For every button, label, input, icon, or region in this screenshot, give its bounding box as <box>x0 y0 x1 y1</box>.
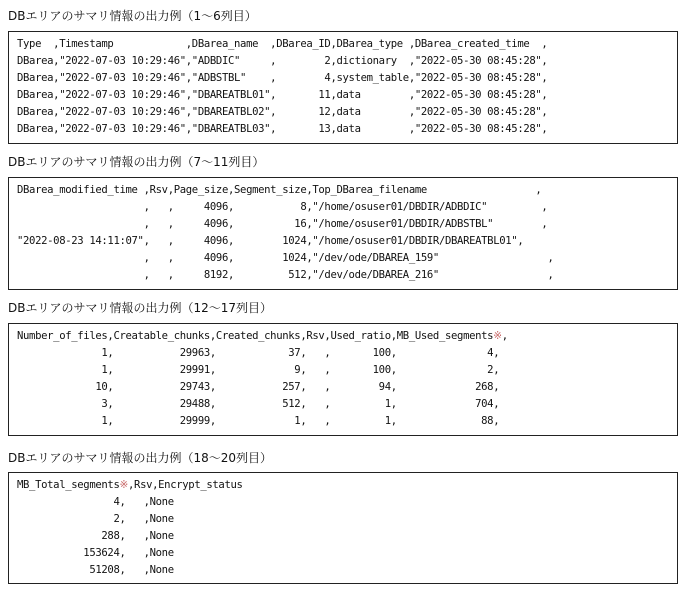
output-line: DBarea,"2022-07-03 10:29:46","ADBSTBL" , 4,system_table,"2022-05-30 08:45:28", <box>17 72 548 84</box>
output-header-line <box>17 328 677 345</box>
output-line: 1, 29991, 9, , 100, 2, <box>17 364 500 376</box>
header-tail: , <box>501 330 508 342</box>
section-3-output-box <box>8 323 678 436</box>
section-1-output-box <box>8 31 678 144</box>
note-mark: ※ <box>119 479 129 491</box>
output-line: 51208, ,None <box>17 564 174 576</box>
output-line: 1, 29999, 1, , 1, 88, <box>17 415 500 427</box>
output-line: 3, 29488, 512, , 1, 704, <box>17 398 500 410</box>
output-line: DBarea,"2022-07-03 10:29:46","DBAREATBL03", 13,data ,"2022-05-30 08:45:28", <box>17 123 548 135</box>
header-text: MB_Total_segments <box>17 479 120 491</box>
output-header-line <box>17 477 677 494</box>
note-mark: ※ <box>493 330 502 342</box>
output-line: 1, 29963, 37, , 100, 4, <box>17 347 500 359</box>
output-line: DBarea,"2022-07-03 10:29:46","DBAREATBL01", 11,data ,"2022-05-30 08:45:28", <box>17 89 548 101</box>
output-line: DBarea_modified_time ,Rsv,Page_size,Segment_size,Top_DBarea_filename , <box>17 184 542 196</box>
section-4-code <box>9 473 677 579</box>
output-line: 153624, ,None <box>17 547 174 559</box>
output-line: 2, ,None <box>17 513 174 525</box>
section-3-heading: DBエリアのサマリ情報の出力例（12～17列目） <box>8 301 273 315</box>
output-line: Type ,Timestamp ,DBarea_name ,DBarea_ID,DBarea_type ,DBarea_created_time , <box>17 38 548 50</box>
section-1-code <box>9 32 677 138</box>
section-1-heading: DBエリアのサマリ情報の出力例（1～6列目） <box>8 9 257 23</box>
output-line: DBarea,"2022-07-03 10:29:46","ADBDIC" , 2,dictionary ,"2022-05-30 08:45:28", <box>17 55 548 67</box>
output-line: 10, 29743, 257, , 94, 268, <box>17 381 500 393</box>
section-4-output-box <box>8 472 678 584</box>
output-line: 4, ,None <box>17 496 174 508</box>
section-2-code <box>9 178 677 284</box>
header-tail: ,Rsv,Encrypt_status <box>128 479 243 491</box>
header-text: Number_of_files,Creatable_chunks,Created_chunks,Rsv,Used_ratio,MB_Used_segments <box>17 330 494 342</box>
output-line: , , 4096, 16,"/home/osuser01/DBDIR/ADBSTBL" , <box>17 218 548 230</box>
section-2-heading: DBエリアのサマリ情報の出力例（7～11列目） <box>8 155 265 169</box>
output-line: 288, ,None <box>17 530 174 542</box>
section-2-output-box <box>8 177 678 290</box>
section-4-heading: DBエリアのサマリ情報の出力例（18～20列目） <box>8 451 273 465</box>
output-line: , , 4096, 8,"/home/osuser01/DBDIR/ADBDIC" , <box>17 201 548 213</box>
output-line: , , 4096, 1024,"/dev/ode/DBAREA_159" , <box>17 252 554 264</box>
output-line: "2022-08-23 14:11:07", , 4096, 1024,"/home/osuser01/DBDIR/DBAREATBL01", <box>17 235 524 247</box>
output-line: , , 8192, 512,"/dev/ode/DBAREA_216" , <box>17 269 554 281</box>
section-3-code <box>9 324 677 430</box>
output-line: DBarea,"2022-07-03 10:29:46","DBAREATBL02", 12,data ,"2022-05-30 08:45:28", <box>17 106 548 118</box>
